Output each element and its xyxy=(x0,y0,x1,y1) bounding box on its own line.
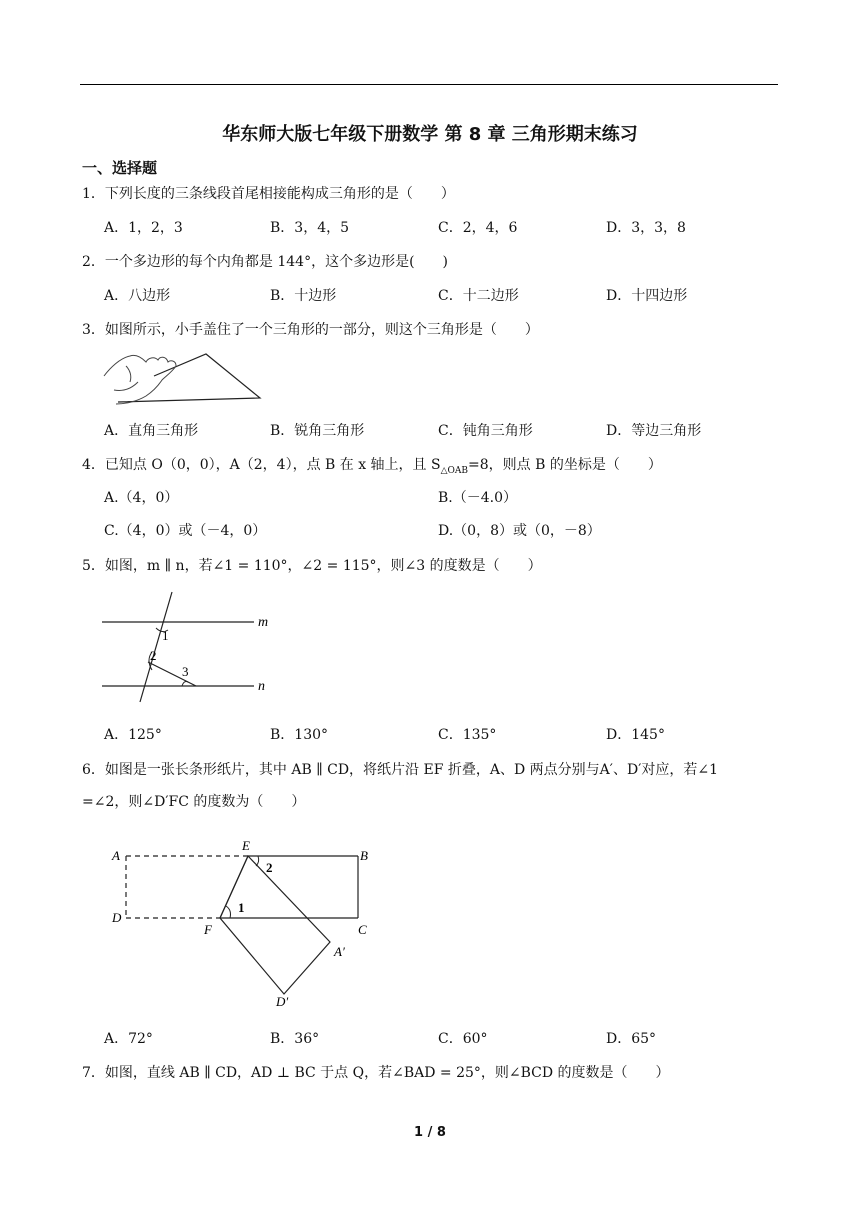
q3-option-d: D．等边三角形 xyxy=(606,423,702,439)
q6-option-d: D．65° xyxy=(606,1031,657,1047)
q2-option-d: D．十四边形 xyxy=(606,288,688,304)
label-angle-2: 2 xyxy=(266,860,273,875)
q6-option-c: C．60° xyxy=(438,1031,488,1047)
label-n: n xyxy=(258,679,265,694)
label-angle-1: 1 xyxy=(162,628,169,643)
q6-option-b: B．36° xyxy=(270,1031,320,1047)
q1-option-a: A．1，2，3 xyxy=(104,220,183,236)
q6-option-a: A．72° xyxy=(104,1031,153,1047)
label-D-prime: D′ xyxy=(276,994,289,1009)
label-angle-1: 1 xyxy=(238,900,245,915)
question-4-stem xyxy=(82,455,662,481)
question-3-stem: 3．如图所示，小手盖住了一个三角形的一部分，则这个三角形是（ ） xyxy=(82,322,539,338)
question-5-stem: 5．如图，m ∥ n，若∠1 = 110°，∠2 = 115°，则∠3 的度数是（ ） xyxy=(82,558,542,574)
q3-option-b: B．锐角三角形 xyxy=(270,423,365,439)
q4-option-b: B.（－4.0） xyxy=(438,490,518,506)
section-heading: 一、选择题 xyxy=(82,159,158,177)
label-E: E xyxy=(242,838,250,853)
q5-option-a: A．125° xyxy=(104,727,162,743)
q4-option-c: C.（4，0）或（－4，0） xyxy=(104,523,267,539)
q2-option-a: A．八边形 xyxy=(104,288,171,304)
question-6-stem-line-1: 6．如图是一张长条形纸片，其中 AB ∥ CD，将纸片沿 EF 折叠，A、D 两点分别与A′、D′对应，若∠1 xyxy=(82,762,719,778)
q2-option-b: B．十边形 xyxy=(270,288,337,304)
q4-option-a: A.（4，0） xyxy=(104,490,179,506)
question-2-stem: 2．一个多边形的每个内角都是 144°，这个多边形是( ) xyxy=(82,254,449,270)
hand-triangle-figure xyxy=(96,346,266,408)
q3-option-a: A．直角三角形 xyxy=(104,423,199,439)
q1-option-c: C．2，4，6 xyxy=(438,220,518,236)
q3-option-c: C．钝角三角形 xyxy=(438,423,533,439)
label-D: D xyxy=(112,910,122,925)
label-A: A xyxy=(112,848,120,863)
q5-option-b: B．130° xyxy=(270,727,329,743)
header-rule xyxy=(80,84,778,85)
label-F: F xyxy=(204,922,212,937)
parallel-lines-figure xyxy=(96,586,282,710)
page-number: 1 / 8 xyxy=(414,1125,446,1140)
q4-stem-subscript: △OAB xyxy=(440,465,469,476)
q2-option-c: C．十二边形 xyxy=(438,288,519,304)
question-6-stem-line-2: =∠2，则∠D′FC 的度数为（ ） xyxy=(82,794,306,810)
label-angle-2: 2 xyxy=(150,648,157,663)
label-C: C xyxy=(358,922,367,937)
label-angle-3: 3 xyxy=(182,664,189,679)
q1-option-d: D．3，3，8 xyxy=(606,220,686,236)
label-m: m xyxy=(258,615,269,630)
folded-paper-figure xyxy=(108,836,368,1012)
document-title: 华东师大版七年级下册数学 第 8 章 三角形期末练习 xyxy=(222,124,638,145)
label-B: B xyxy=(360,848,368,863)
q4-stem-part-1: 4．已知点 O（0，0），A（2，4），点 B 在 x 轴上，且 S xyxy=(82,457,441,473)
q5-option-c: C．135° xyxy=(438,727,497,743)
q5-option-d: D．145° xyxy=(606,727,665,743)
q1-option-b: B．3，4，5 xyxy=(270,220,350,236)
label-A-prime: A′ xyxy=(334,944,345,959)
question-7-stem: 7．如图，直线 AB ∥ CD，AD ⊥ BC 于点 Q，若∠BAD = 25°，则∠BCD 的度数是（ ） xyxy=(82,1065,670,1081)
question-1-stem: 1．下列长度的三条线段首尾相接能构成三角形的是（ ） xyxy=(82,186,455,202)
q4-stem-part-2: =8，则点 B 的坐标是（ ） xyxy=(468,457,662,473)
q4-option-d: D.（0，8）或（0，－8） xyxy=(438,523,601,539)
